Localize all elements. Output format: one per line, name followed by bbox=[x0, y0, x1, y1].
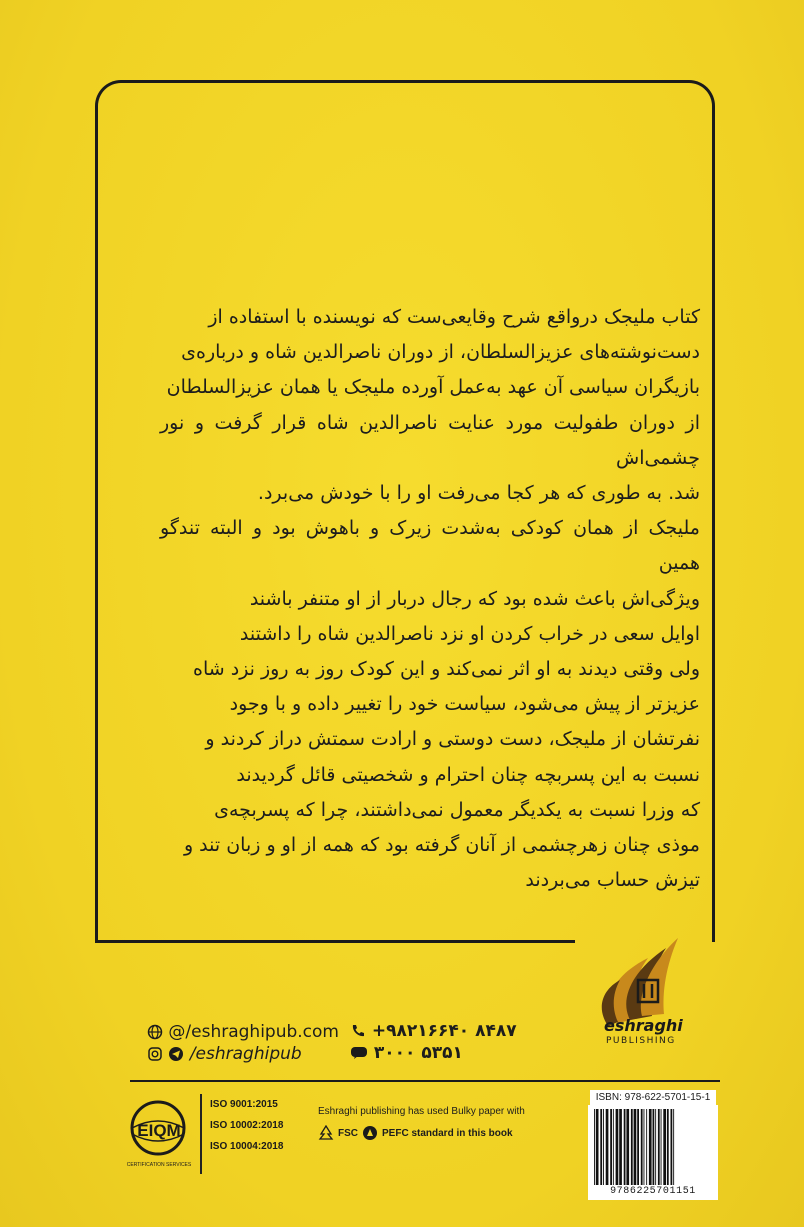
telegram-icon bbox=[168, 1046, 184, 1062]
cert-logo-sub: CERTIFICATION SERVICES bbox=[126, 1162, 192, 1168]
barcode-bar bbox=[603, 1109, 604, 1185]
barcode-bar bbox=[646, 1109, 647, 1185]
sms-text: ۳۰۰۰ ۵۳۵۱ bbox=[373, 1043, 463, 1063]
blurb-line: تیزش حساب می‌بردند bbox=[525, 869, 700, 892]
phone-text: +۹۸۲۱۶۶۴۰ ۸۴۸۷ bbox=[371, 1021, 517, 1041]
paper-note-line: Eshraghi publishing has used Bulky paper with bbox=[318, 1106, 525, 1117]
barcode-bar bbox=[619, 1109, 622, 1185]
blurb-line: موذی چنان زهرچشمی از آنان گرفته بود که همه از او و زبان تند و bbox=[183, 834, 700, 857]
barcode-bar bbox=[663, 1109, 666, 1185]
globe-icon bbox=[147, 1024, 163, 1040]
fsc-tree-icon bbox=[318, 1125, 334, 1141]
barcode bbox=[588, 1105, 718, 1187]
blurb-line: عزیزتر از پیش می‌شود، سیاست خود را تغییر داده و با وجود bbox=[229, 693, 700, 716]
barcode-bar bbox=[644, 1109, 645, 1185]
blurb-line: کتاب ملیجک درواقع شرح وقایعی‌ست که نویسنده با استفاده از bbox=[208, 306, 700, 328]
barcode-bar bbox=[655, 1109, 656, 1185]
pefc-icon bbox=[362, 1125, 378, 1141]
barcode-bar bbox=[606, 1109, 609, 1185]
iso-list bbox=[200, 1094, 312, 1174]
barcode-bar bbox=[661, 1109, 662, 1185]
iso-item: ISO 9001:2015 bbox=[210, 1099, 278, 1110]
blurb-line: نسبت به این پسربچه چنان احترام و شخصیتی قائل گردیدند bbox=[236, 763, 700, 786]
paper-note bbox=[318, 1106, 568, 1141]
isbn-label: ISBN: 978-622-5701-15-1 bbox=[590, 1090, 716, 1105]
barcode-bar bbox=[671, 1109, 673, 1185]
iso-item: ISO 10004:2018 bbox=[210, 1141, 284, 1152]
certification-logo-icon bbox=[118, 1094, 200, 1174]
barcode-bar bbox=[594, 1109, 595, 1185]
website-text: @/eshraghipub.com bbox=[168, 1022, 339, 1042]
barcode-bar bbox=[673, 1109, 674, 1185]
iso-item: ISO 10002:2018 bbox=[210, 1120, 284, 1131]
sms-icon bbox=[350, 1046, 368, 1060]
publisher-sub: PUBLISHING bbox=[606, 1036, 676, 1046]
blurb-line: شد. به طوری که هر کجا می‌رفت او را با خودش می‌برد. bbox=[257, 482, 700, 505]
blurb-line: نفرتشان از ملیجک، دست دوستی و ارادت سمتش دراز کردند و bbox=[205, 728, 700, 751]
social-text: /eshraghipub bbox=[189, 1044, 302, 1064]
barcode-bar bbox=[610, 1109, 612, 1185]
blurb-line: ویژگی‌اش باعث شده بود که رجال دربار از او متنفر باشند bbox=[249, 587, 700, 610]
divider bbox=[130, 1080, 720, 1082]
instagram-icon bbox=[147, 1046, 163, 1062]
barcode-bar bbox=[653, 1109, 655, 1185]
phone-number[interactable] bbox=[350, 1021, 517, 1041]
fsc-label: FSC bbox=[338, 1127, 358, 1139]
blurb-line: دست‌نوشته‌های عزیزالسلطان، از دوران ناصرالدین شاه و درباره‌ی bbox=[181, 341, 700, 364]
barcode-digits: 9786225701151 bbox=[588, 1186, 718, 1200]
blurb-line: ولی وقتی دیدند به او اثر نمی‌کند و این کودک روز به روز نزد شاه bbox=[193, 658, 700, 681]
barcode-bar bbox=[631, 1109, 633, 1185]
phone-icon bbox=[350, 1023, 366, 1039]
barcode-bar bbox=[658, 1109, 660, 1185]
blurb-line: بازیگران سیاسی آن عهد به‌عمل آورده ملیجک یا همان عزیزالسلطان bbox=[166, 376, 700, 399]
barcode-bar bbox=[649, 1109, 652, 1185]
sms-number[interactable] bbox=[350, 1043, 463, 1063]
back-cover-blurb bbox=[160, 300, 700, 898]
barcode-bar bbox=[626, 1109, 629, 1185]
barcode-bar bbox=[637, 1109, 639, 1185]
pefc-label: PEFC standard in this book bbox=[382, 1127, 513, 1139]
barcode-bar bbox=[596, 1109, 599, 1185]
blurb-line: اوایل سعی در خراب کردن او نزد ناصرالدین شاه را داشتند bbox=[239, 622, 700, 645]
frame-bottom-line bbox=[95, 940, 575, 943]
barcode-bar bbox=[624, 1109, 626, 1185]
barcode-bar bbox=[641, 1109, 643, 1185]
barcode-bar bbox=[616, 1109, 619, 1185]
blurb-line: که وزرا نسبت به یکدیگر معمول نمی‌داشتند، چرا که پسربچه‌ی bbox=[214, 798, 700, 821]
website-link[interactable] bbox=[147, 1022, 339, 1042]
blurb-line: از دوران طفولیت مورد عنایت ناصرالدین شاه قرار گرفت و نور چشمی‌اش bbox=[160, 411, 700, 469]
social-link[interactable] bbox=[147, 1044, 302, 1064]
blurb-line: ملیجک از همان کودکی به‌شدت زیرک و باهوش بود و البته تندگو همین bbox=[160, 517, 700, 575]
barcode-bar bbox=[613, 1109, 614, 1185]
barcode-bar bbox=[634, 1109, 637, 1185]
barcode-bar bbox=[667, 1109, 669, 1185]
cert-logo-text: EIQM bbox=[137, 1121, 181, 1140]
publisher-name: eshraghi bbox=[604, 1016, 683, 1035]
barcode-bar bbox=[600, 1109, 602, 1185]
